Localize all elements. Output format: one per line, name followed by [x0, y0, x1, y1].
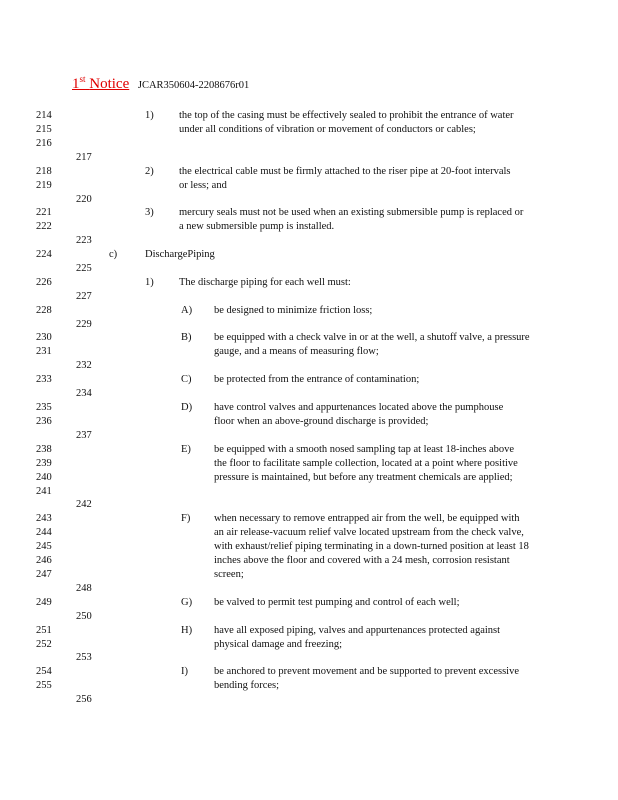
blank-line-number: 248	[76, 583, 92, 594]
line-number: 244	[36, 527, 52, 538]
subitem-label: F)	[181, 513, 191, 524]
item-text: mercury seals must not be used when an existing submersible pump is replaced or a new submersible pump is installed.	[179, 207, 524, 232]
subitem-label: B)	[181, 332, 192, 343]
subitem-label: C)	[181, 374, 192, 385]
line-number: 221	[36, 207, 52, 218]
item-label: 1)	[145, 110, 154, 121]
blank-line-number: 225	[76, 263, 92, 274]
section-label: c)	[109, 249, 118, 260]
subitem-text: be anchored to prevent movement and be supported to prevent excessive bending forces;	[214, 666, 519, 691]
subitem-label: H)	[181, 625, 193, 636]
line-number: 241	[36, 486, 52, 497]
document-id: JCAR350604-2208676r01	[137, 80, 250, 91]
blank-line-number: 232	[76, 360, 92, 371]
line-number: 245	[36, 541, 52, 552]
subitem-text: have control valves and appurtenances located above the pumphouse floor when an above-ground discharge is provided;	[214, 402, 504, 427]
item-label: 2)	[145, 166, 154, 177]
subitem-label: D)	[181, 402, 193, 413]
line-number: 226	[36, 277, 52, 288]
item-text: The discharge piping for each well must:	[179, 277, 351, 288]
line-number: 218	[36, 166, 52, 177]
line-number: 214	[36, 110, 52, 121]
line-number: 233	[36, 374, 52, 385]
blank-line-number: 234	[76, 388, 92, 399]
subitem-label: A)	[181, 305, 193, 316]
line-number: 215	[36, 124, 52, 135]
subitem-text: when necessary to remove entrapped air from the well, be equipped with an air release-vacuum relief valve located upstream from the check valve, with exhaust/relief piping terminating in a down-turned position at least 18 inches above the floor and covered with a 24 mesh, corrosion resistant screen;	[214, 513, 529, 580]
line-number: 240	[36, 472, 52, 483]
subitem-text: be equipped with a smooth nosed sampling tap at least 18-inches above the floor to facilitate sample collection, located at a point where positive pressure is maintained, but before any treatment chemicals are applied;	[214, 444, 518, 483]
line-number: 235	[36, 402, 52, 413]
line-number: 239	[36, 458, 52, 469]
item-text: the top of the casing must be effectively sealed to prohibit the entrance of water under all conditions of vibration or movement of conductors or cables;	[179, 110, 514, 135]
line-number: 254	[36, 666, 52, 677]
line-number: 216	[36, 138, 52, 149]
subitem-label: G)	[181, 597, 193, 608]
subitem-text: have all exposed piping, valves and appurtenances protected against physical damage and freezing;	[214, 625, 501, 650]
subitem-text: be equipped with a check valve in or at the well, a shutoff valve, a pressure gauge, and a means of measuring flow;	[214, 332, 530, 357]
line-number: 246	[36, 555, 52, 566]
notice-title: 1st Notice	[72, 74, 130, 92]
line-number: 219	[36, 180, 52, 191]
document-header	[72, 74, 249, 93]
line-number: 252	[36, 639, 52, 650]
blank-line-number: 217	[76, 152, 92, 163]
line-number: 222	[36, 221, 52, 232]
blank-line-number: 223	[76, 235, 92, 246]
line-number: 224	[36, 249, 52, 260]
blank-line-number: 242	[76, 499, 92, 510]
item-label: 3)	[145, 207, 154, 218]
blank-line-number: 227	[76, 291, 92, 302]
subitem-text: be valved to permit test pumping and control of each well;	[214, 597, 460, 608]
line-number: 231	[36, 346, 52, 357]
line-number: 251	[36, 625, 52, 636]
line-number: 243	[36, 513, 52, 524]
blank-line-number: 250	[76, 611, 92, 622]
line-number: 228	[36, 305, 52, 316]
subitem-label: I)	[181, 666, 188, 677]
item-text: the electrical cable must be firmly attached to the riser pipe at 20-foot intervals or less; and	[179, 166, 511, 191]
line-number: 230	[36, 332, 52, 343]
blank-line-number: 256	[76, 694, 92, 705]
line-number: 249	[36, 597, 52, 608]
line-number: 255	[36, 680, 52, 691]
subitem-label: E)	[181, 444, 191, 455]
item-label: 1)	[145, 277, 154, 288]
blank-line-number: 253	[76, 652, 92, 663]
section-title: DischargePiping	[145, 249, 215, 260]
blank-line-number: 229	[76, 319, 92, 330]
line-number: 236	[36, 416, 52, 427]
line-number: 238	[36, 444, 52, 455]
line-number: 247	[36, 569, 52, 580]
subitem-text: be designed to minimize friction loss;	[214, 305, 373, 316]
blank-line-number: 220	[76, 194, 92, 205]
blank-line-number: 237	[76, 430, 92, 441]
subitem-text: be protected from the entrance of contamination;	[214, 374, 420, 385]
